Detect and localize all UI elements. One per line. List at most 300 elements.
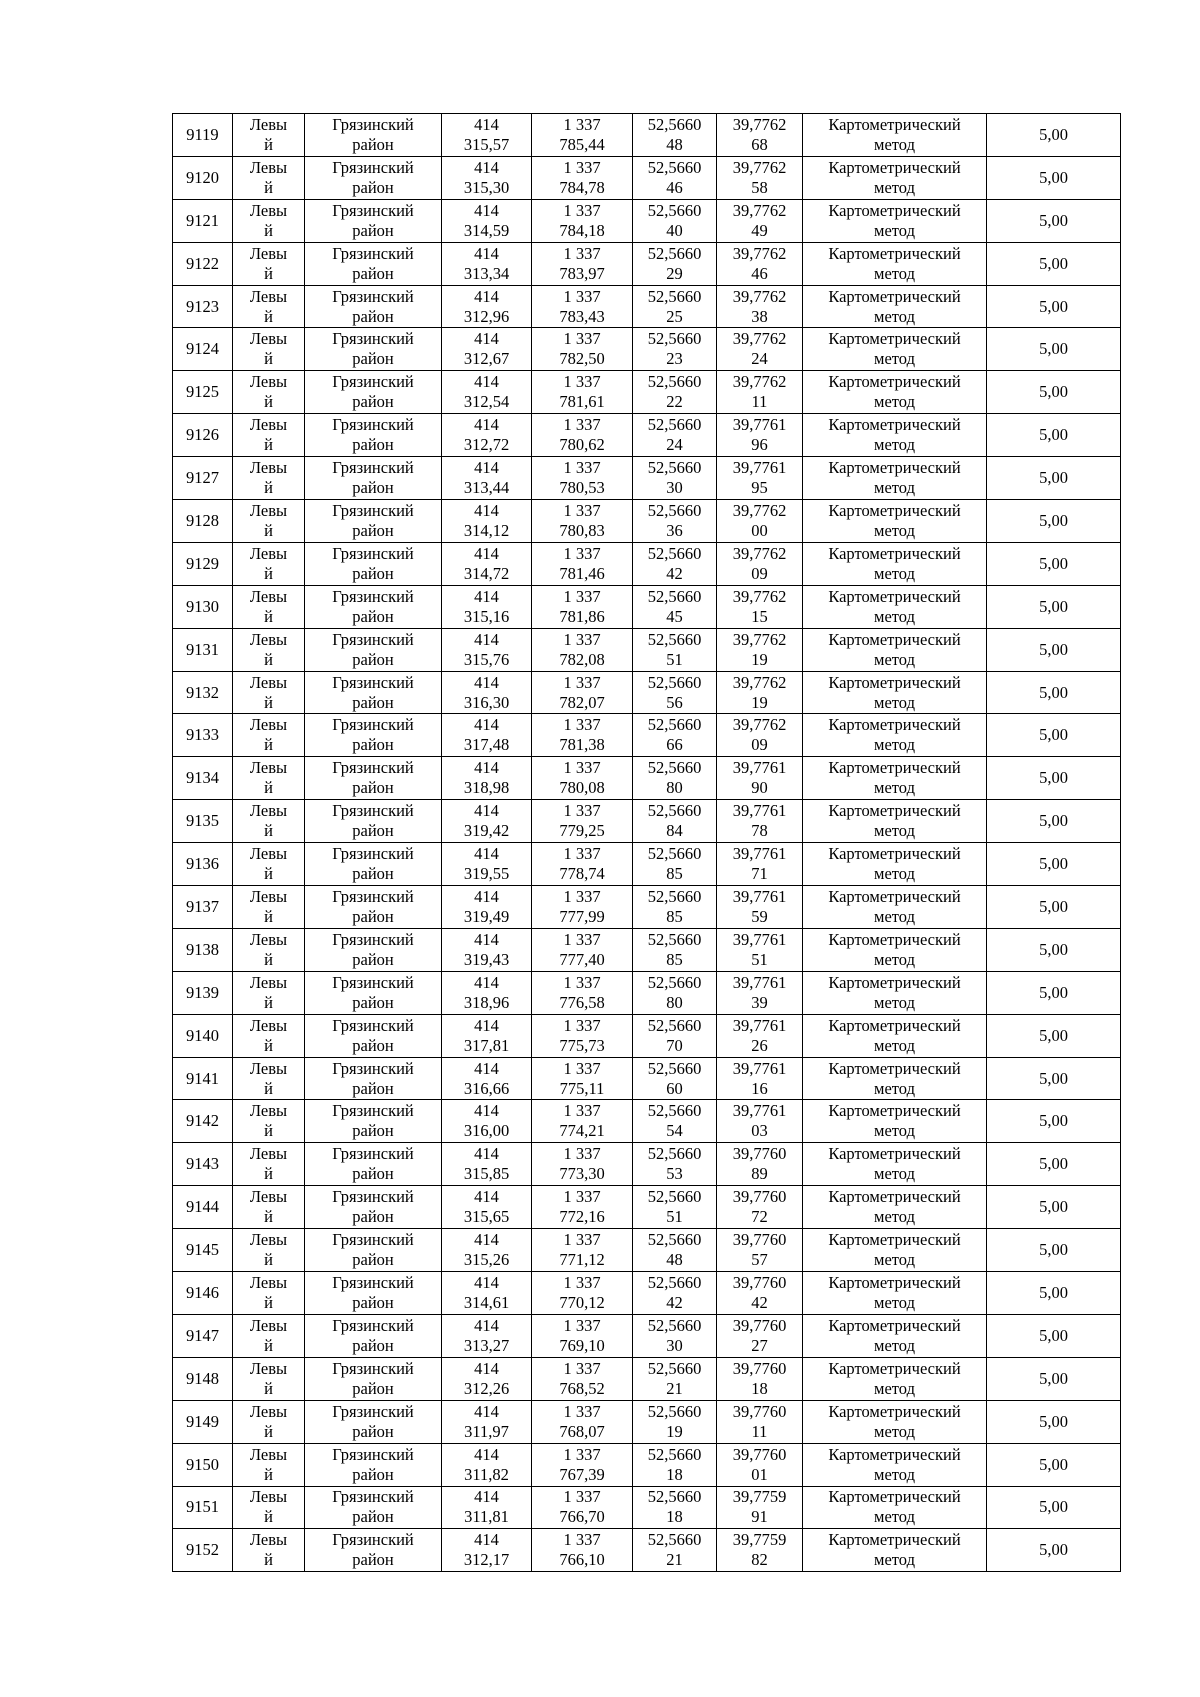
district-cell-line: Грязинский: [332, 1101, 414, 1121]
side-cell: [233, 1272, 305, 1315]
y-coordinate-cell-line: 1 337: [563, 286, 601, 306]
side-cell-line: й: [264, 134, 273, 154]
side-cell: [233, 971, 305, 1014]
longitude-cell-line: 91: [751, 1507, 768, 1527]
district-cell-line: район: [352, 1421, 394, 1441]
district-cell-line: Грязинский: [332, 1530, 414, 1550]
side-cell-line: й: [264, 1121, 273, 1141]
side-cell: [233, 1529, 305, 1572]
y-coordinate-cell-line: 1 337: [563, 543, 601, 563]
latitude-cell: [633, 1057, 717, 1100]
side-cell: [233, 1486, 305, 1529]
y-coordinate-cell-line: 1 337: [563, 929, 601, 949]
y-coordinate-cell: [532, 328, 633, 371]
side-cell-line: Левы: [249, 1058, 288, 1078]
method-cell-line: метод: [874, 606, 915, 626]
method-cell-line: Картометрический: [828, 1230, 961, 1250]
district-cell: [305, 800, 442, 843]
accuracy-cell: 5,00: [987, 1357, 1121, 1400]
side-cell: [233, 1314, 305, 1357]
y-coordinate-cell-line: 1 337: [563, 1101, 601, 1121]
district-cell-line: Грязинский: [332, 1144, 414, 1164]
accuracy-cell: 5,00: [987, 500, 1121, 543]
longitude-cell: [717, 1057, 803, 1100]
point-number-cell: 9150: [173, 1443, 233, 1486]
side-cell: [233, 1229, 305, 1272]
table-row: [173, 886, 1121, 929]
y-coordinate-cell: [532, 714, 633, 757]
longitude-cell: [717, 1100, 803, 1143]
x-coordinate-cell-line: 414: [474, 758, 499, 778]
district-cell-line: Грязинский: [332, 415, 414, 435]
method-cell-line: Картометрический: [828, 1444, 961, 1464]
y-coordinate-cell-line: 766,70: [559, 1507, 605, 1527]
longitude-cell: [717, 671, 803, 714]
district-cell: [305, 757, 442, 800]
method-cell-line: метод: [874, 563, 915, 583]
district-cell: [305, 1357, 442, 1400]
district-cell-line: Грязинский: [332, 1315, 414, 1335]
longitude-cell-line: 11: [751, 392, 768, 412]
method-cell-line: Картометрический: [828, 844, 961, 864]
latitude-cell-line: 25: [666, 306, 683, 326]
x-coordinate-cell: [442, 1486, 532, 1529]
method-cell-line: метод: [874, 949, 915, 969]
longitude-cell: [717, 1529, 803, 1572]
district-cell-line: Грязинский: [332, 1444, 414, 1464]
latitude-cell-line: 52,5660: [647, 243, 702, 263]
longitude-cell-line: 39,7761: [732, 758, 787, 778]
method-cell-line: метод: [874, 1250, 915, 1270]
point-number-cell: 9135: [173, 800, 233, 843]
method-cell: [803, 414, 987, 457]
district-cell-line: район: [352, 263, 394, 283]
district-cell-line: Грязинский: [332, 1015, 414, 1035]
district-cell: [305, 242, 442, 285]
x-coordinate-cell: [442, 1272, 532, 1315]
x-coordinate-cell-line: 317,81: [463, 1035, 510, 1055]
y-coordinate-cell: [532, 971, 633, 1014]
district-cell-line: район: [352, 478, 394, 498]
latitude-cell-line: 52,5660: [647, 1230, 702, 1250]
x-coordinate-cell-line: 414: [474, 1272, 499, 1292]
method-cell-line: метод: [874, 692, 915, 712]
side-cell-line: й: [264, 520, 273, 540]
point-number-cell: 9128: [173, 500, 233, 543]
latitude-cell-line: 48: [666, 1250, 683, 1270]
latitude-cell: [633, 757, 717, 800]
longitude-cell-line: 19: [751, 692, 768, 712]
latitude-cell-line: 42: [666, 1292, 683, 1312]
y-coordinate-cell-line: 1 337: [563, 1272, 601, 1292]
y-coordinate-cell: [532, 1400, 633, 1443]
x-coordinate-cell-line: 414: [474, 972, 499, 992]
y-coordinate-cell: [532, 156, 633, 199]
x-coordinate-cell-line: 414: [474, 500, 499, 520]
y-coordinate-cell: [532, 199, 633, 242]
district-cell: [305, 1443, 442, 1486]
latitude-cell-line: 52,5660: [647, 715, 702, 735]
x-coordinate-cell-line: 315,26: [463, 1250, 510, 1270]
point-number-cell: 9146: [173, 1272, 233, 1315]
table-row: [173, 757, 1121, 800]
side-cell: [233, 371, 305, 414]
y-coordinate-cell: [532, 628, 633, 671]
y-coordinate-cell-line: 1 337: [563, 801, 601, 821]
x-coordinate-cell: [442, 457, 532, 500]
side-cell-line: Левы: [249, 1487, 288, 1507]
longitude-cell: [717, 457, 803, 500]
table-row: [173, 242, 1121, 285]
district-cell-line: район: [352, 134, 394, 154]
latitude-cell-line: 51: [666, 1207, 683, 1227]
side-cell-line: й: [264, 735, 273, 755]
table-row: [173, 800, 1121, 843]
longitude-cell: [717, 500, 803, 543]
side-cell-line: Левы: [249, 586, 288, 606]
latitude-cell-line: 66: [666, 735, 683, 755]
method-cell: [803, 1014, 987, 1057]
x-coordinate-cell-line: 313,27: [463, 1335, 510, 1355]
y-coordinate-cell-line: 781,61: [559, 392, 605, 412]
district-cell-line: Грязинский: [332, 329, 414, 349]
side-cell-line: Левы: [249, 1401, 288, 1421]
y-coordinate-cell-line: 1 337: [563, 1015, 601, 1035]
longitude-cell-line: 46: [751, 263, 768, 283]
district-cell-line: Грязинский: [332, 1187, 414, 1207]
method-cell: [803, 199, 987, 242]
method-cell-line: метод: [874, 906, 915, 926]
y-coordinate-cell: [532, 285, 633, 328]
y-coordinate-cell-line: 1 337: [563, 458, 601, 478]
side-cell-line: й: [264, 1335, 273, 1355]
x-coordinate-cell: [442, 542, 532, 585]
accuracy-cell: 5,00: [987, 1272, 1121, 1315]
latitude-cell-line: 85: [666, 906, 683, 926]
district-cell-line: район: [352, 1378, 394, 1398]
side-cell: [233, 1357, 305, 1400]
method-cell-line: метод: [874, 992, 915, 1012]
longitude-cell: [717, 585, 803, 628]
x-coordinate-cell: [442, 414, 532, 457]
x-coordinate-cell-line: 319,49: [463, 906, 510, 926]
district-cell-line: Грязинский: [332, 543, 414, 563]
longitude-cell-line: 39,7762: [732, 157, 787, 177]
latitude-cell: [633, 1357, 717, 1400]
method-cell: [803, 1443, 987, 1486]
method-cell-line: Картометрический: [828, 1530, 961, 1550]
y-coordinate-cell-line: 1 337: [563, 1444, 601, 1464]
district-cell-line: район: [352, 1207, 394, 1227]
longitude-cell-line: 39,7760: [732, 1230, 787, 1250]
latitude-cell: [633, 457, 717, 500]
table-row: [173, 542, 1121, 585]
longitude-cell: [717, 757, 803, 800]
method-cell-line: Картометрический: [828, 157, 961, 177]
y-coordinate-cell-line: 774,21: [559, 1121, 605, 1141]
method-cell-line: Картометрический: [828, 458, 961, 478]
y-coordinate-cell-line: 768,52: [559, 1378, 605, 1398]
method-cell-line: метод: [874, 263, 915, 283]
latitude-cell-line: 40: [666, 220, 683, 240]
latitude-cell-line: 42: [666, 563, 683, 583]
table-row: [173, 1272, 1121, 1315]
latitude-cell-line: 85: [666, 864, 683, 884]
method-cell-line: Картометрический: [828, 114, 961, 134]
latitude-cell-line: 36: [666, 520, 683, 540]
latitude-cell-line: 52,5660: [647, 1101, 702, 1121]
side-cell-line: Левы: [249, 500, 288, 520]
side-cell-line: й: [264, 1507, 273, 1527]
district-cell: [305, 886, 442, 929]
accuracy-cell: 5,00: [987, 585, 1121, 628]
table-row: [173, 457, 1121, 500]
y-coordinate-cell-line: 1 337: [563, 1230, 601, 1250]
accuracy-cell: 5,00: [987, 800, 1121, 843]
y-coordinate-cell-line: 1 337: [563, 1358, 601, 1378]
longitude-cell-line: 59: [751, 906, 768, 926]
district-cell-line: Грязинский: [332, 114, 414, 134]
accuracy-cell: 5,00: [987, 414, 1121, 457]
method-cell-line: Картометрический: [828, 1058, 961, 1078]
side-cell-line: й: [264, 392, 273, 412]
latitude-cell-line: 52,5660: [647, 1187, 702, 1207]
longitude-cell-line: 39,7760: [732, 1144, 787, 1164]
x-coordinate-cell: [442, 1057, 532, 1100]
x-coordinate-cell-line: 414: [474, 929, 499, 949]
table-row: [173, 843, 1121, 886]
method-cell: [803, 1229, 987, 1272]
table-row: [173, 328, 1121, 371]
longitude-cell: [717, 628, 803, 671]
method-cell-line: Картометрический: [828, 286, 961, 306]
district-cell-line: Грязинский: [332, 929, 414, 949]
longitude-cell-line: 39,7761: [732, 972, 787, 992]
district-cell: [305, 1229, 442, 1272]
method-cell-line: Картометрический: [828, 1101, 961, 1121]
x-coordinate-cell-line: 414: [474, 1187, 499, 1207]
method-cell-line: метод: [874, 1378, 915, 1398]
side-cell-line: й: [264, 220, 273, 240]
point-number-cell: 9143: [173, 1143, 233, 1186]
method-cell: [803, 1057, 987, 1100]
side-cell: [233, 757, 305, 800]
latitude-cell-line: 18: [666, 1507, 683, 1527]
x-coordinate-cell-line: 414: [474, 715, 499, 735]
longitude-cell: [717, 199, 803, 242]
longitude-cell-line: 39,7762: [732, 329, 787, 349]
point-number-cell: 9127: [173, 457, 233, 500]
side-cell-line: Левы: [249, 200, 288, 220]
latitude-cell-line: 52,5660: [647, 458, 702, 478]
longitude-cell-line: 39,7762: [732, 243, 787, 263]
longitude-cell-line: 39,7760: [732, 1358, 787, 1378]
latitude-cell: [633, 628, 717, 671]
latitude-cell-line: 56: [666, 692, 683, 712]
side-cell: [233, 199, 305, 242]
method-cell-line: Картометрический: [828, 1272, 961, 1292]
district-cell-line: район: [352, 563, 394, 583]
method-cell-line: метод: [874, 1207, 915, 1227]
x-coordinate-cell-line: 315,16: [463, 606, 510, 626]
accuracy-cell: 5,00: [987, 1186, 1121, 1229]
side-cell-line: й: [264, 692, 273, 712]
point-number-cell: 9124: [173, 328, 233, 371]
latitude-cell: [633, 843, 717, 886]
latitude-cell: [633, 671, 717, 714]
point-number-cell: 9131: [173, 628, 233, 671]
side-cell-line: Левы: [249, 1230, 288, 1250]
district-cell-line: район: [352, 1550, 394, 1570]
point-number-cell: 9148: [173, 1357, 233, 1400]
accuracy-cell: 5,00: [987, 1443, 1121, 1486]
point-number-cell: 9142: [173, 1100, 233, 1143]
longitude-cell-line: 39,7760: [732, 1315, 787, 1335]
district-cell-line: район: [352, 1464, 394, 1484]
latitude-cell-line: 52,5660: [647, 1487, 702, 1507]
table-row: [173, 1229, 1121, 1272]
y-coordinate-cell: [532, 1186, 633, 1229]
side-cell-line: й: [264, 1250, 273, 1270]
district-cell: [305, 1486, 442, 1529]
y-coordinate-cell-line: 1 337: [563, 1058, 601, 1078]
table-row: [173, 1486, 1121, 1529]
longitude-cell-line: 39,7762: [732, 586, 787, 606]
method-cell: [803, 628, 987, 671]
method-cell-line: метод: [874, 649, 915, 669]
table-row: [173, 1143, 1121, 1186]
point-number-cell: 9122: [173, 242, 233, 285]
x-coordinate-cell-line: 313,34: [463, 263, 510, 283]
district-cell-line: район: [352, 177, 394, 197]
x-coordinate-cell-line: 314,72: [463, 563, 510, 583]
district-cell: [305, 714, 442, 757]
longitude-cell: [717, 843, 803, 886]
district-cell-line: район: [352, 1292, 394, 1312]
coordinates-table: [172, 113, 1121, 1572]
side-cell: [233, 114, 305, 157]
side-cell: [233, 886, 305, 929]
point-number-cell: 9121: [173, 199, 233, 242]
x-coordinate-cell-line: 315,85: [463, 1164, 510, 1184]
district-cell-line: район: [352, 1121, 394, 1141]
longitude-cell: [717, 1400, 803, 1443]
latitude-cell-line: 84: [666, 821, 683, 841]
latitude-cell-line: 51: [666, 649, 683, 669]
latitude-cell-line: 52,5660: [647, 500, 702, 520]
method-cell-line: метод: [874, 1164, 915, 1184]
longitude-cell-line: 58: [751, 177, 768, 197]
side-cell-line: Левы: [249, 1315, 288, 1335]
y-coordinate-cell-line: 780,53: [559, 478, 605, 498]
latitude-cell-line: 80: [666, 992, 683, 1012]
latitude-cell-line: 52,5660: [647, 1272, 702, 1292]
district-cell: [305, 500, 442, 543]
district-cell: [305, 928, 442, 971]
latitude-cell: [633, 1486, 717, 1529]
x-coordinate-cell-line: 316,66: [463, 1078, 510, 1098]
latitude-cell-line: 18: [666, 1464, 683, 1484]
district-cell-line: Грязинский: [332, 500, 414, 520]
side-cell: [233, 585, 305, 628]
table-row: [173, 500, 1121, 543]
longitude-cell-line: 09: [751, 563, 768, 583]
y-coordinate-cell: [532, 757, 633, 800]
y-coordinate-cell-line: 781,86: [559, 606, 605, 626]
district-cell-line: Грязинский: [332, 243, 414, 263]
y-coordinate-cell-line: 771,12: [559, 1250, 605, 1270]
y-coordinate-cell-line: 1 337: [563, 157, 601, 177]
x-coordinate-cell-line: 414: [474, 157, 499, 177]
x-coordinate-cell-line: 311,82: [464, 1464, 509, 1484]
district-cell-line: Грязинский: [332, 1272, 414, 1292]
y-coordinate-cell: [532, 800, 633, 843]
x-coordinate-cell-line: 414: [474, 1530, 499, 1550]
longitude-cell-line: 00: [751, 520, 768, 540]
district-cell: [305, 1272, 442, 1315]
method-cell: [803, 928, 987, 971]
side-cell: [233, 1400, 305, 1443]
latitude-cell: [633, 1186, 717, 1229]
longitude-cell-line: 82: [751, 1550, 768, 1570]
method-cell: [803, 671, 987, 714]
table-row: [173, 585, 1121, 628]
side-cell: [233, 628, 305, 671]
y-coordinate-cell: [532, 242, 633, 285]
side-cell-line: Левы: [249, 1444, 288, 1464]
y-coordinate-cell-line: 1 337: [563, 715, 601, 735]
x-coordinate-cell-line: 414: [474, 458, 499, 478]
x-coordinate-cell-line: 414: [474, 1230, 499, 1250]
latitude-cell-line: 29: [666, 263, 683, 283]
latitude-cell: [633, 199, 717, 242]
longitude-cell: [717, 1014, 803, 1057]
side-cell: [233, 414, 305, 457]
method-cell-line: метод: [874, 1550, 915, 1570]
x-coordinate-cell: [442, 1443, 532, 1486]
y-coordinate-cell: [532, 114, 633, 157]
method-cell-line: Картометрический: [828, 715, 961, 735]
method-cell-line: Картометрический: [828, 200, 961, 220]
x-coordinate-cell-line: 312,17: [463, 1550, 510, 1570]
longitude-cell: [717, 714, 803, 757]
method-cell: [803, 285, 987, 328]
side-cell-line: Левы: [249, 929, 288, 949]
latitude-cell-line: 52,5660: [647, 1530, 702, 1550]
x-coordinate-cell: [442, 843, 532, 886]
x-coordinate-cell: [442, 971, 532, 1014]
method-cell: [803, 242, 987, 285]
longitude-cell-line: 39,7761: [732, 415, 787, 435]
longitude-cell: [717, 928, 803, 971]
district-cell: [305, 1100, 442, 1143]
x-coordinate-cell-line: 315,30: [463, 177, 510, 197]
longitude-cell-line: 01: [751, 1464, 768, 1484]
side-cell-line: Левы: [249, 1015, 288, 1035]
x-coordinate-cell-line: 414: [474, 286, 499, 306]
latitude-cell-line: 52,5660: [647, 886, 702, 906]
method-cell: [803, 971, 987, 1014]
side-cell-line: й: [264, 1207, 273, 1227]
y-coordinate-cell: [532, 671, 633, 714]
latitude-cell: [633, 1529, 717, 1572]
y-coordinate-cell-line: 1 337: [563, 1144, 601, 1164]
latitude-cell: [633, 1229, 717, 1272]
table-row: [173, 285, 1121, 328]
x-coordinate-cell: [442, 886, 532, 929]
district-cell: [305, 114, 442, 157]
side-cell-line: Левы: [249, 886, 288, 906]
